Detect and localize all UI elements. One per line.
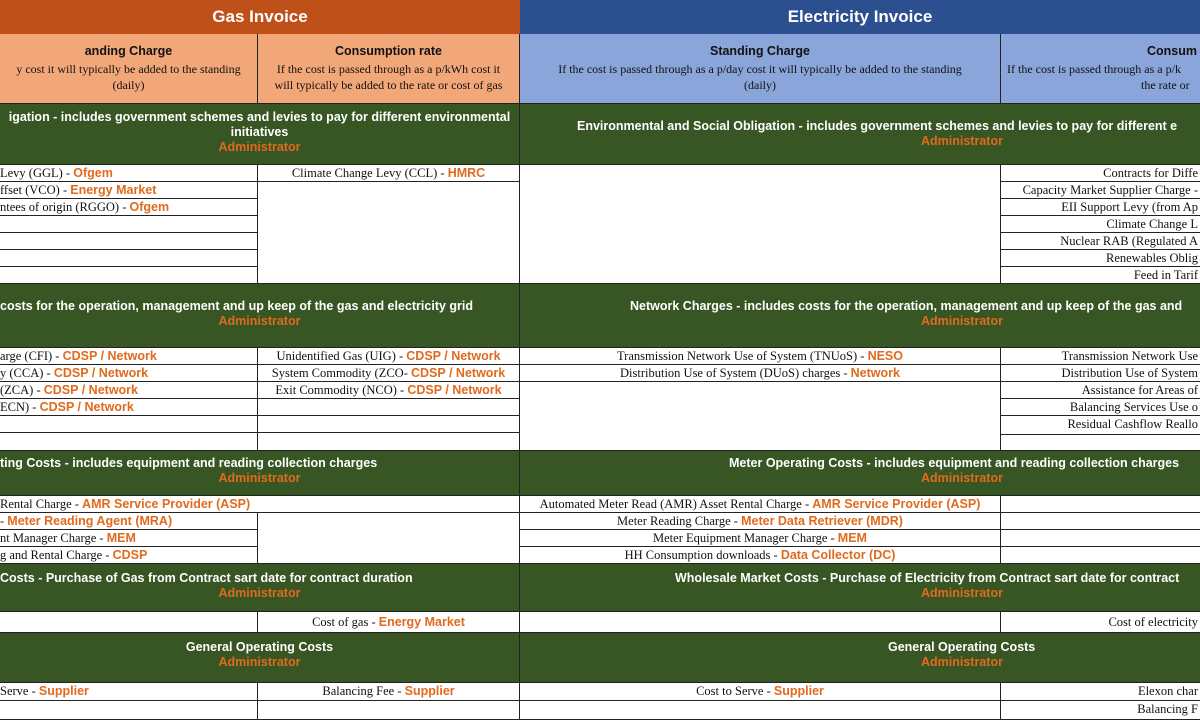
empty-cell [0,612,258,633]
row-text: Cost of electricity [1108,615,1198,629]
row-text: Residual Cashflow Reallo [1067,417,1198,431]
empty-cell [1001,513,1200,530]
list-item [0,530,258,547]
row-text: y (CCA) - [0,366,54,380]
elec-general-administrator: Administrator [921,655,1003,669]
row-text: Assistance for Areas of [1081,383,1198,397]
row-text: - [0,514,8,528]
empty-cell [1001,496,1200,513]
row-text: Transmission Network Use [1061,349,1198,363]
empty-cell [520,165,1001,284]
provider: CDSP [112,548,148,562]
row-text: Unidentified Gas (UIG) - [276,349,407,363]
row-text: ntees of origin (RGGO) - [0,200,130,214]
list-item [0,547,258,564]
empty-cell [0,233,258,250]
gas-network-line-1: costs for the operation, management and up keep of the gas and electricity grid [0,299,474,313]
list-item [0,182,258,199]
list-item [0,399,258,416]
electricity-standing-charge-desc-1: If the cost is passed through as a p/day cost it will typically be added to the standing [558,62,962,76]
provider: Meter Reading Agent (MRA) [7,514,173,528]
gas-wholesale-section-header [0,564,520,612]
row-text: EII Support Levy (from Ap [1061,200,1198,214]
list-item [1001,165,1200,182]
empty-cell [258,182,520,284]
list-item [0,348,258,365]
electricity-general-section-header [520,633,1200,683]
empty-cell [0,267,258,284]
list-item [258,348,520,365]
electricity-standing-charge-desc-2: (daily) [744,78,776,92]
list-item [1001,233,1200,250]
row-text: Meter Equipment Manager Charge - [653,531,838,545]
provider: Supplier [404,684,455,698]
row-text: g and Rental Charge - [0,548,113,562]
list-item [258,365,520,382]
electricity-invoice-title-text: Electricity Invoice [787,7,933,26]
elec-env-administrator: Administrator [921,134,1003,148]
empty-cell [258,416,520,433]
row-text: Automated Meter Read (AMR) Asset Rental Charge - [539,497,813,511]
gas-standing-charge-desc-1: y cost it will typically be added to the standing [16,62,241,76]
provider: HMRC [447,166,486,180]
gas-meter-line-1: ting Costs - includes equipment and reading collection charges [0,456,378,470]
list-item [1001,199,1200,216]
gas-general-section-header [0,633,520,683]
empty-cell [1001,547,1200,564]
gas-invoice-title-text: Gas Invoice [212,7,308,26]
list-item [1001,683,1200,701]
list-item [0,683,258,701]
list-item [520,683,1001,701]
row-text: Feed in Tarif [1133,268,1198,282]
empty-cell [0,216,258,233]
gas-environmental-section-header [0,104,520,165]
row-text: Capacity Market Supplier Charge - [1022,183,1198,197]
gas-consumption-rate-header [258,34,520,104]
gas-general-administrator: Administrator [218,655,301,669]
gas-standing-charge-header [0,34,258,104]
list-item [1001,382,1200,399]
list-item [1001,216,1200,233]
gas-consumption-rate-desc-2: will typically be added to the rate or cost of gas [274,78,503,92]
electricity-consumption-desc-2: the rate or [1141,78,1190,92]
row-text: arge (CFI) - [0,349,63,363]
provider: CDSP / Network [406,349,501,363]
list-item [520,496,1001,513]
row-text: Transmission Network Use of System (TNUoS) - [616,349,868,363]
elec-meter-administrator: Administrator [921,471,1003,485]
empty-cell [1001,530,1200,547]
provider: Data Collector (DC) [780,548,896,562]
row-text: Climate Change Levy (CCL) - [291,166,448,180]
list-item [520,365,1001,382]
gas-wholesale-line-1: Costs - Purchase of Gas from Contract sart date for contract duration [0,571,413,585]
gas-meter-section-header [0,451,520,496]
empty-cell [0,250,258,267]
electricity-standing-charge-label: Standing Charge [709,44,810,58]
list-item [258,683,520,701]
list-item [0,165,258,182]
empty-cell [1001,435,1200,451]
elec-general-line-1: General Operating Costs [888,640,1036,654]
list-item [1001,399,1200,416]
provider: AMR Service Provider (ASP) [812,497,981,511]
elec-env-line-1: Environmental and Social Obligation - includes government schemes and levies to pay for different e [577,119,1178,133]
electricity-meter-section-header [520,451,1200,496]
gas-env-line-2: initiatives [230,125,289,139]
list-item [1001,365,1200,382]
row-text: nt Manager Charge - [0,531,107,545]
gas-standing-charge-label: anding Charge [84,44,173,58]
electricity-invoice-title [520,0,1200,34]
row-text: HH Consumption downloads - [624,548,781,562]
empty-cell [258,433,520,451]
provider: CDSP / Network [62,349,157,363]
gas-invoice-title [0,0,520,34]
list-item [0,513,258,530]
list-item [1001,182,1200,199]
row-text: ECN) - [0,400,40,414]
electricity-network-section-header [520,284,1200,348]
row-text: Serve - [0,684,39,698]
empty-cell [258,701,520,720]
elec-network-line-1: Network Charges - includes costs for the operation, management and up keep of the gas and [630,299,1183,313]
row-text: Meter Reading Charge - [617,514,742,528]
row-text: ffset (VCO) - [0,183,71,197]
list-item [258,165,520,182]
row-text: Renewables Oblig [1106,251,1198,265]
list-item [1001,267,1200,284]
provider: Ofgem [129,200,170,214]
provider: Energy Market [70,183,157,197]
empty-cell [258,399,520,416]
electricity-standing-charge-header [520,34,1001,104]
list-item [0,199,258,216]
row-text: Exit Commodity (NCO) - [275,383,408,397]
row-text: Distribution Use of System (DUoS) charges - [620,366,851,380]
list-item [520,513,1001,530]
gas-meter-administrator: Administrator [218,471,301,485]
list-item [520,547,1001,564]
row-text: Nuclear RAB (Regulated A [1060,234,1198,248]
list-item [258,612,520,633]
row-text: Cost of gas - [312,615,379,629]
empty-cell [0,416,258,433]
row-text: Elexon char [1137,684,1198,698]
empty-cell [520,612,1001,633]
list-item [1001,348,1200,365]
provider: CDSP / Network [407,383,502,397]
gas-env-administrator: Administrator [218,140,301,154]
gas-consumption-rate-label: Consumption rate [335,44,442,58]
provider: Ofgem [73,166,113,180]
provider: Supplier [38,684,89,698]
row-text: Climate Change L [1106,217,1198,231]
row-text: Rental Charge - [0,497,83,511]
list-item [1001,612,1200,633]
empty-cell [520,382,1001,451]
list-item [0,382,258,399]
gas-general-line-1: General Operating Costs [185,640,334,654]
provider: AMR Service Provider (ASP) [82,497,251,511]
list-item [520,348,1001,365]
row-text: (ZCA) - [0,383,44,397]
empty-cell [258,496,520,513]
empty-cell [520,701,1001,720]
gas-wholesale-administrator: Administrator [218,586,301,600]
list-item [0,496,258,513]
row-text: Distribution Use of System [1061,366,1198,380]
list-item [1001,416,1200,435]
empty-cell [258,513,520,564]
empty-cell [0,433,258,451]
electricity-consumption-desc-1: If the cost is passed through as a p/k [1007,62,1181,76]
elec-network-administrator: Administrator [921,314,1003,328]
provider: MEM [837,531,867,545]
electricity-consumption-header [1001,34,1200,104]
provider: CDSP / Network [411,366,506,380]
list-item [0,365,258,382]
electricity-consumption-label: Consum [1147,44,1197,58]
row-text: Cost to Serve - [696,684,774,698]
elec-meter-line-1: Meter Operating Costs - includes equipment and reading collection charges [729,456,1180,470]
row-text: Balancing Services Use o [1069,400,1198,414]
electricity-wholesale-section-header [520,564,1200,612]
provider: CDSP / Network [39,400,134,414]
provider: MEM [106,531,136,545]
elec-wholesale-administrator: Administrator [921,586,1003,600]
list-item [258,382,520,399]
gas-network-section-header [0,284,520,348]
list-item [1001,701,1200,720]
provider: Meter Data Retriever (MDR) [741,514,903,528]
elec-wholesale-line-1: Wholesale Market Costs - Purchase of Electricity from Contract sart date for contract [675,571,1180,585]
row-text: Balancing F [1137,702,1198,716]
gas-env-line-1: igation - includes government schemes and levies to pay for different environmental [8,110,511,124]
row-text: System Commodity (ZCO- [271,366,411,380]
row-text: Balancing Fee - [322,684,405,698]
provider: NESO [867,349,903,363]
row-text: Contracts for Diffe [1103,166,1198,180]
gas-consumption-rate-desc-1: If the cost is passed through as a p/kWh cost it [276,62,501,76]
provider: CDSP / Network [43,383,138,397]
electricity-environmental-section-header [520,104,1200,165]
row-text: Levy (GGL) - [0,166,74,180]
provider: CDSP / Network [53,366,149,380]
empty-cell [0,701,258,720]
provider: Energy Market [378,615,465,629]
gas-standing-charge-desc-2: (daily) [112,78,145,92]
provider: Network [850,366,900,380]
list-item [520,530,1001,547]
provider: Supplier [773,684,824,698]
gas-network-administrator: Administrator [218,314,301,328]
list-item [1001,250,1200,267]
